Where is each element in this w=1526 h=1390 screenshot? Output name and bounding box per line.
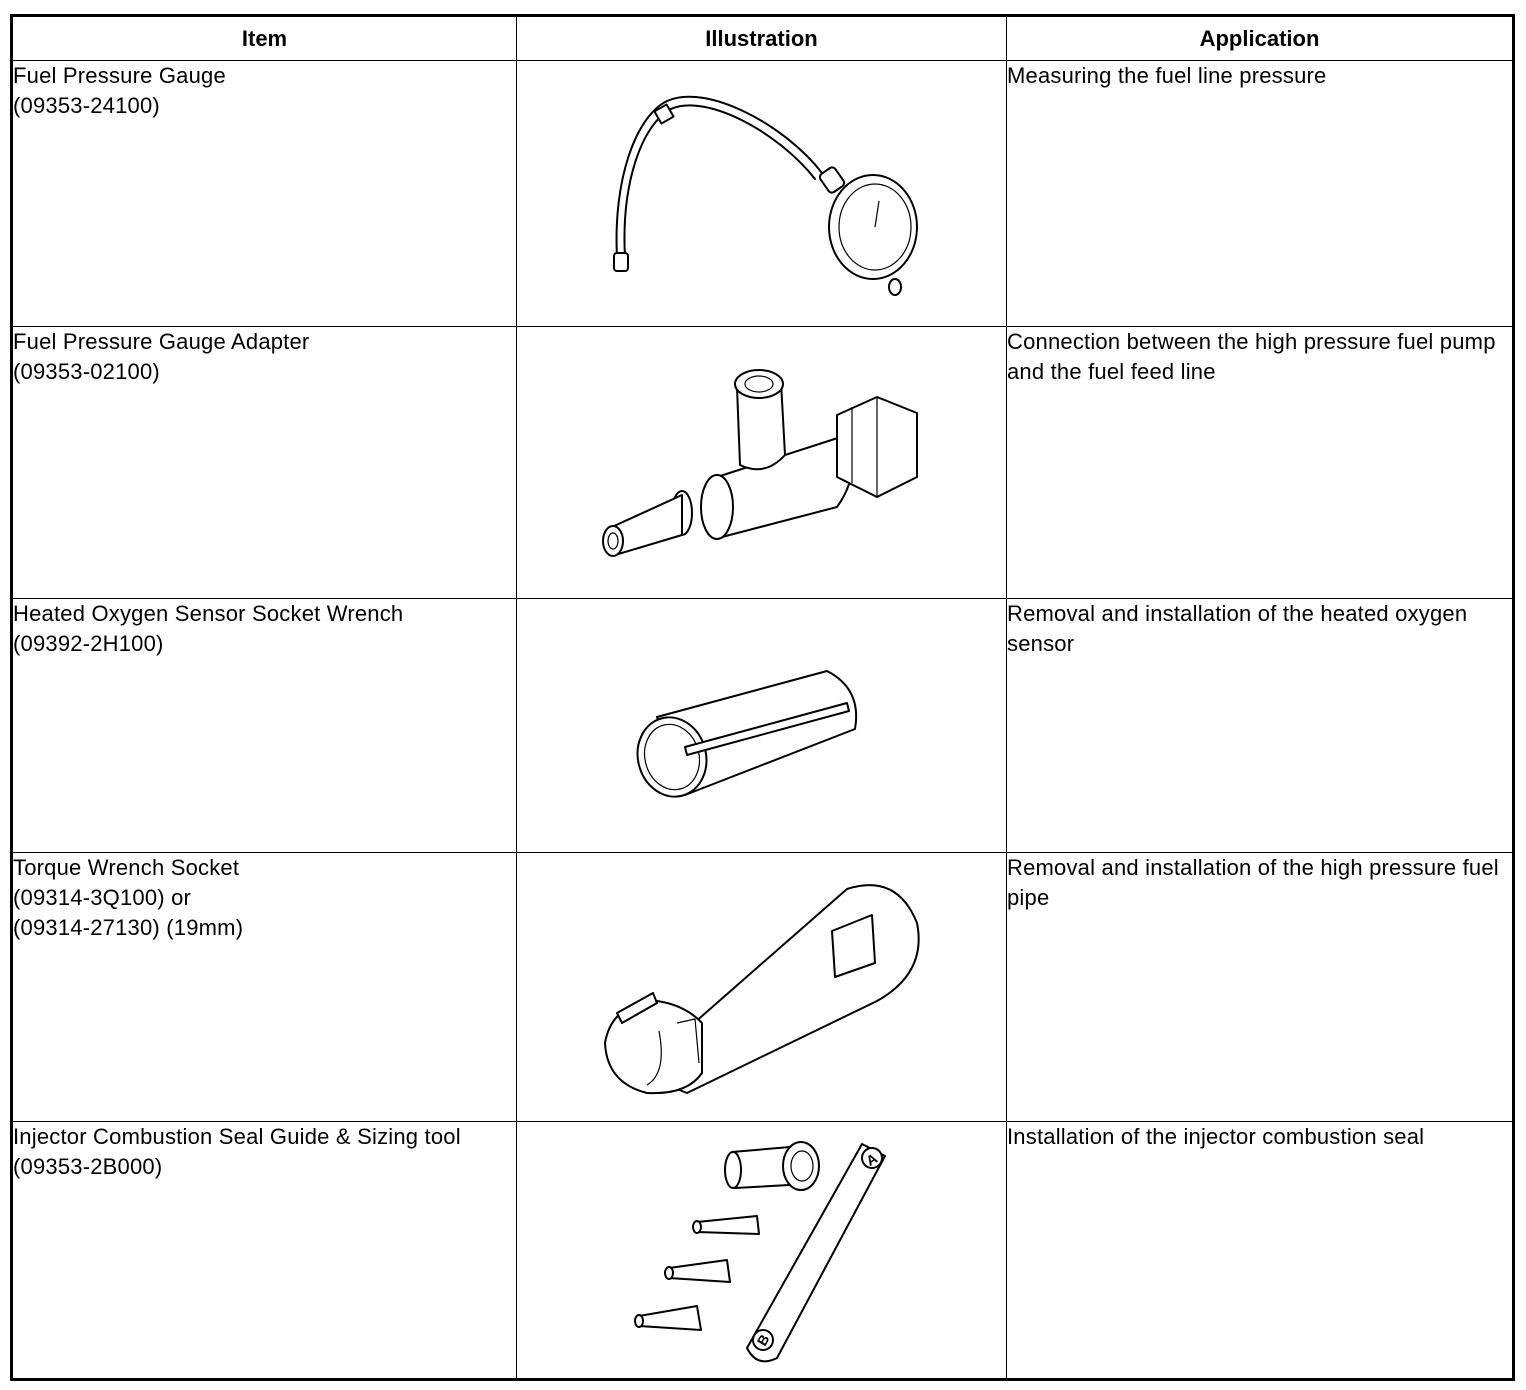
torque-wrench-socket-illustration	[517, 853, 1007, 1121]
illustration-cell	[517, 599, 1007, 853]
item-name: Fuel Pressure Gauge Adapter	[13, 329, 310, 354]
illustration-cell	[517, 327, 1007, 599]
illustration-cell	[517, 853, 1007, 1122]
injector-seal-guide-sizing-tool-illustration	[517, 1122, 1007, 1378]
table-row	[12, 61, 1514, 327]
item-name: Fuel Pressure Gauge	[13, 63, 226, 88]
table-row	[12, 327, 1514, 599]
item-part-number: (09353-24100)	[13, 93, 160, 118]
item-part-number-alt: (09314-27130) (19mm)	[13, 915, 244, 940]
item-cell	[12, 599, 517, 853]
table-row	[12, 853, 1514, 1122]
item-part-number: (09353-02100)	[13, 359, 160, 384]
fuel-pressure-gauge-adapter-illustration	[517, 327, 1007, 598]
illustration-cell	[517, 61, 1007, 327]
fuel-pressure-gauge-illustration	[517, 61, 1007, 326]
header-application: Application	[1007, 16, 1514, 61]
item-name: Torque Wrench Socket	[13, 855, 240, 880]
item-part-number: (09392-2H100)	[13, 631, 164, 656]
application-cell	[1007, 61, 1514, 327]
application-text: Connection between the high pressure fuel pump and the fuel feed line	[1007, 329, 1496, 384]
item-name: Heated Oxygen Sensor Socket Wrench	[13, 601, 404, 626]
header-row	[12, 16, 1514, 61]
application-text: Removal and installation of the high pressure fuel pipe	[1007, 855, 1499, 910]
application-cell	[1007, 599, 1514, 853]
header-illustration: Illustration	[517, 16, 1007, 61]
application-cell	[1007, 853, 1514, 1122]
application-text: Removal and installation of the heated oxygen sensor	[1007, 601, 1468, 656]
application-text: Measuring the fuel line pressure	[1007, 63, 1327, 88]
item-cell	[12, 1122, 517, 1380]
item-part-number: (09353-2B000)	[13, 1154, 163, 1179]
item-cell	[12, 853, 517, 1122]
application-cell	[1007, 327, 1514, 599]
application-cell	[1007, 1122, 1514, 1380]
item-name: Injector Combustion Seal Guide & Sizing tool	[13, 1124, 461, 1149]
application-text: Installation of the injector combustion seal	[1007, 1124, 1425, 1149]
header-item: Item	[12, 16, 517, 61]
label-a: A	[863, 1149, 881, 1169]
label-b: B	[753, 1331, 773, 1349]
item-cell	[12, 61, 517, 327]
special-tools-table	[10, 14, 1515, 1381]
table-row	[12, 599, 1514, 853]
illustration-cell	[517, 1122, 1007, 1380]
oxygen-sensor-socket-wrench-illustration	[517, 599, 1007, 852]
table-row	[12, 1122, 1514, 1380]
item-part-number: (09314-3Q100) or	[13, 885, 192, 910]
item-cell	[12, 327, 517, 599]
